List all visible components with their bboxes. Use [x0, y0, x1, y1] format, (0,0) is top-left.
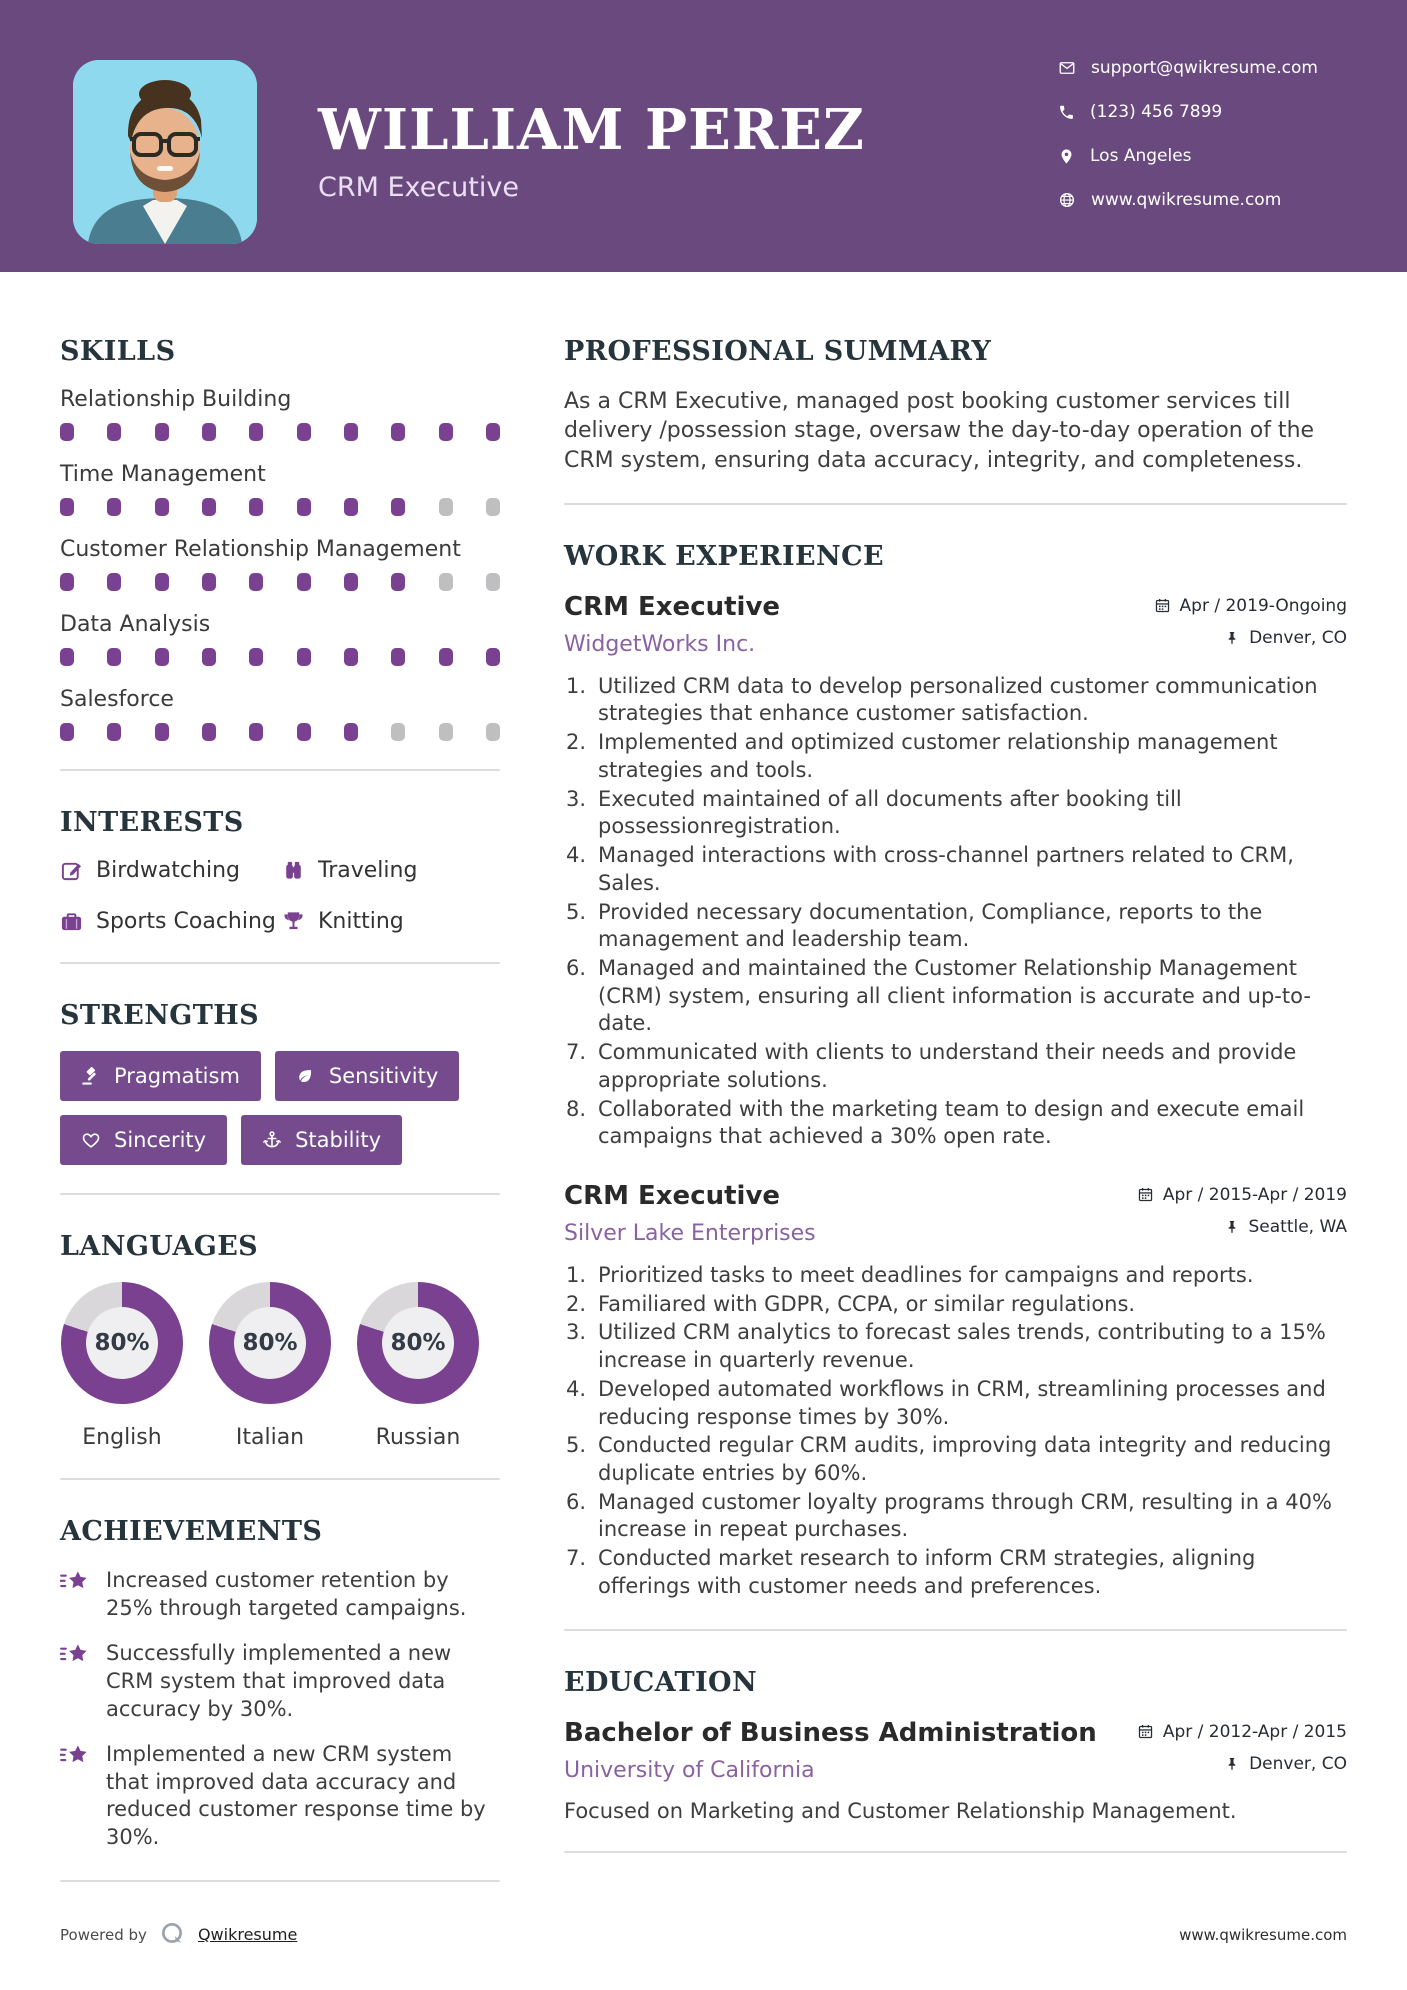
job-title-block	[564, 1181, 816, 1246]
job-dates-text: Apr / 2019-Ongoing	[1179, 595, 1347, 616]
language-label: English	[82, 1425, 162, 1450]
achievements-list	[60, 1567, 500, 1852]
interest-label: Sports Coaching	[96, 909, 276, 934]
skill-dot-filled	[297, 498, 311, 516]
languages-heading: LANGUAGES	[60, 1231, 259, 1262]
candidate-name: WILLIAM PEREZ	[318, 97, 865, 163]
achievement-item	[60, 1567, 500, 1623]
job-bullet: Utilized CRM analytics to forecast sales trends, contributing to a 15% increase in quarterly revenue.	[598, 1320, 1326, 1373]
skill-dot-filled	[60, 573, 74, 591]
skill-dot-filled	[107, 573, 121, 591]
skill-dot-filled	[297, 723, 311, 741]
skill-dot-filled	[249, 423, 263, 441]
job-bullet: Implemented and optimized customer relationship management strategies and tools.	[598, 730, 1278, 782]
achievement-text: Implemented a new CRM system that improved data accuracy and reduced customer response time by 30%.	[106, 1741, 486, 1850]
interest-item	[60, 909, 282, 934]
job-header	[564, 592, 1347, 657]
job-bullet: Conducted regular CRM audits, improving data integrity and reducing duplicate entries by 60%.	[598, 1433, 1332, 1485]
powered-by-block	[60, 1921, 297, 1948]
skill-dot-filled	[391, 648, 405, 666]
section-divider	[60, 1880, 500, 1882]
job-bullet: Prioritized tasks to meet deadlines for campaigns and reports.	[598, 1262, 1254, 1287]
skill-row	[60, 387, 500, 441]
skill-dot-filled	[344, 573, 358, 591]
contact-phone-text: (123) 456 7899	[1090, 102, 1223, 122]
skill-row	[60, 537, 500, 591]
skill-dot-empty	[486, 723, 500, 741]
skill-dot-filled	[344, 423, 358, 441]
skill-dot-filled	[249, 573, 263, 591]
strength-badge	[60, 1115, 227, 1165]
skill-dot-filled	[202, 723, 216, 741]
job-bullet: Provided necessary documentation, Compliance, reports to the management and leadership team.	[598, 899, 1263, 952]
skill-dot-filled	[486, 423, 500, 441]
shooting-star-icon	[60, 1569, 90, 1595]
education-dates	[1137, 1722, 1347, 1742]
skill-dot-filled	[202, 423, 216, 441]
pushpin-icon	[1224, 630, 1240, 646]
strength-label: Stability	[295, 1128, 382, 1152]
skill-dot-filled	[439, 423, 453, 441]
job-bullet: Executed maintained of all documents after booking till possessionregistration.	[598, 786, 1182, 839]
email-icon	[1058, 59, 1076, 77]
globe-icon	[1058, 191, 1076, 209]
achievement-item	[60, 1640, 500, 1724]
contact-location-text: Los Angeles	[1090, 146, 1192, 166]
section-divider	[60, 962, 500, 964]
skill-dot-filled	[107, 423, 121, 441]
skill-row	[60, 687, 500, 741]
summary-heading: PROFESSIONAL SUMMARY	[564, 336, 992, 367]
education-note: Focused on Marketing and Customer Relationship Management.	[564, 1798, 1237, 1823]
section-divider	[564, 1851, 1347, 1853]
job-entry	[564, 1181, 1347, 1601]
skill-rating	[60, 423, 500, 441]
skill-dot-filled	[107, 498, 121, 516]
skill-dot-filled	[249, 648, 263, 666]
job-bullet: Developed automated workflows in CRM, streamlining processes and reducing response times by 30%.	[598, 1376, 1326, 1429]
job-bullet-list	[564, 673, 1347, 1151]
skills-list	[60, 387, 500, 741]
skill-dot-filled	[202, 648, 216, 666]
language-item	[356, 1282, 480, 1450]
content-area	[0, 272, 1407, 1889]
skill-dot-empty	[439, 723, 453, 741]
language-label: Russian	[375, 1425, 461, 1450]
skill-rating	[60, 648, 500, 666]
language-percent: 80%	[234, 1307, 306, 1379]
skill-dot-filled	[391, 498, 405, 516]
job-location	[1224, 1217, 1348, 1237]
skill-row	[60, 612, 500, 666]
education-dates-text: Apr / 2012-Apr / 2015	[1162, 1721, 1347, 1742]
job-bullet: Managed customer loyalty programs through CRM, resulting in a 40% increase in repeat purchases.	[598, 1489, 1332, 1542]
education-title-block	[564, 1718, 1097, 1783]
skill-dot-filled	[439, 648, 453, 666]
contact-list	[1058, 58, 1318, 210]
section-divider	[564, 503, 1347, 505]
qwikresume-link[interactable]: Qwikresume	[197, 1925, 298, 1944]
language-label: Italian	[235, 1425, 305, 1450]
language-donut-chart	[61, 1282, 183, 1404]
job-meta	[1137, 1181, 1347, 1237]
language-item	[60, 1282, 184, 1450]
calendar-icon	[1137, 1723, 1154, 1740]
profile-photo	[73, 60, 257, 244]
section-divider	[564, 1629, 1347, 1631]
section-divider	[60, 1193, 500, 1195]
education-entry	[564, 1718, 1347, 1823]
skill-label: Data Analysis	[60, 612, 211, 637]
skill-dot-empty	[486, 498, 500, 516]
skill-dot-filled	[297, 648, 311, 666]
education-location	[1224, 1754, 1347, 1774]
strength-label: Sincerity	[114, 1128, 207, 1152]
strength-badge	[275, 1051, 459, 1101]
main-column	[564, 336, 1347, 1889]
skill-rating	[60, 573, 500, 591]
skill-dot-filled	[344, 723, 358, 741]
job-meta	[1154, 592, 1347, 648]
job-bullet: Utilized CRM data to develop personalized customer communication strategies that enhance customer satisfaction.	[598, 673, 1318, 726]
interest-item	[60, 858, 282, 883]
skill-dot-filled	[297, 573, 311, 591]
skill-dot-empty	[439, 573, 453, 591]
skill-label: Customer Relationship Management	[60, 537, 461, 562]
strength-label: Pragmatism	[114, 1064, 240, 1088]
contact-location	[1058, 146, 1318, 166]
candidate-title: CRM Executive	[318, 172, 519, 203]
briefcase-icon	[60, 910, 83, 933]
skill-dot-filled	[155, 723, 169, 741]
leaf-icon	[296, 1066, 316, 1086]
contact-website-text: www.qwikresume.com	[1091, 190, 1282, 210]
strengths-heading: STRENGTHS	[60, 1000, 260, 1031]
contact-email-text: support@qwikresume.com	[1091, 58, 1318, 78]
skill-dot-empty	[486, 573, 500, 591]
phone-icon	[1058, 104, 1075, 121]
languages-list	[60, 1282, 500, 1450]
language-donut-chart	[209, 1282, 331, 1404]
interest-label: Traveling	[318, 858, 418, 883]
skill-dot-filled	[107, 648, 121, 666]
interests-heading: INTERESTS	[60, 807, 244, 838]
interest-label: Knitting	[318, 909, 404, 934]
skill-rating	[60, 723, 500, 741]
skill-dot-filled	[249, 498, 263, 516]
binoculars-icon	[282, 859, 305, 882]
achievement-item	[60, 1741, 500, 1853]
skill-dot-filled	[391, 423, 405, 441]
strength-badge	[60, 1051, 261, 1101]
language-donut-chart	[357, 1282, 479, 1404]
skill-dot-filled	[155, 423, 169, 441]
trophy-icon	[282, 910, 305, 933]
job-bullet: Familiared with GDPR, CCPA, or similar regulations.	[598, 1291, 1136, 1316]
summary-text: As a CRM Executive, managed post booking customer services till delivery /possession stage, oversaw the day-to-day operation of the CRM system, ensuring data accuracy, integrity, and completeness.	[564, 389, 1315, 473]
job-title-block	[564, 592, 780, 657]
skill-dot-filled	[155, 498, 169, 516]
anchor-icon	[262, 1130, 282, 1150]
qwikresume-logo-icon	[159, 1921, 186, 1948]
job-location-text: Denver, CO	[1249, 627, 1347, 648]
job-bullet: Managed and maintained the Customer Relationship Management (CRM) system, ensuring all client information is accurate and up-to-date.	[598, 955, 1311, 1036]
skill-label: Salesforce	[60, 687, 174, 712]
education-header	[564, 1718, 1347, 1783]
skill-dot-filled	[344, 648, 358, 666]
skill-dot-filled	[202, 573, 216, 591]
job-dates	[1137, 1185, 1347, 1205]
skill-dot-filled	[297, 423, 311, 441]
language-percent: 80%	[86, 1307, 158, 1379]
skill-dot-filled	[391, 573, 405, 591]
job-dates-text: Apr / 2015-Apr / 2019	[1162, 1184, 1347, 1205]
job-dates	[1154, 596, 1347, 616]
pushpin-icon	[1224, 1756, 1240, 1772]
skill-row	[60, 462, 500, 516]
skill-dot-filled	[155, 573, 169, 591]
skill-dot-filled	[344, 498, 358, 516]
job-bullet: Conducted market research to inform CRM strategies, aligning offerings with customer needs and preferences.	[598, 1546, 1256, 1598]
skill-dot-filled	[60, 723, 74, 741]
job-title: CRM Executive	[564, 1180, 781, 1211]
education-meta	[1137, 1718, 1347, 1774]
job-company: Silver Lake Enterprises	[564, 1220, 816, 1246]
achievement-text: Increased customer retention by 25% through targeted campaigns.	[106, 1568, 467, 1620]
section-divider	[60, 769, 500, 771]
sidebar-column	[60, 336, 500, 1889]
achievement-text: Successfully implemented a new CRM system that improved data accuracy by 30%.	[106, 1640, 452, 1721]
education-location-text: Denver, CO	[1249, 1753, 1347, 1774]
header-banner	[0, 0, 1407, 272]
skill-dot-filled	[486, 648, 500, 666]
interest-label: Birdwatching	[96, 858, 240, 883]
shooting-star-icon	[60, 1642, 90, 1668]
skills-heading: SKILLS	[60, 336, 176, 367]
job-location	[1224, 628, 1347, 648]
strength-label: Sensitivity	[328, 1064, 439, 1088]
powered-by-text: Powered by	[60, 1925, 147, 1944]
work-experience-heading: WORK EXPERIENCE	[564, 540, 884, 572]
calendar-icon	[1137, 1186, 1154, 1203]
heart-icon	[81, 1130, 101, 1150]
job-location-text: Seattle, WA	[1248, 1216, 1347, 1237]
contact-website[interactable]	[1058, 190, 1318, 210]
skill-dot-filled	[60, 498, 74, 516]
interests-list	[60, 858, 500, 934]
achievements-heading: ACHIEVEMENTS	[60, 1516, 323, 1547]
contact-phone[interactable]	[1058, 102, 1318, 122]
shooting-star-icon	[60, 1743, 90, 1769]
skill-dot-empty	[391, 723, 405, 741]
pushpin-icon	[1224, 1219, 1240, 1235]
contact-email[interactable]	[1058, 58, 1318, 78]
skill-rating	[60, 498, 500, 516]
education-degree: Bachelor of Business Administration	[564, 1717, 1097, 1748]
skill-label: Relationship Building	[60, 387, 292, 412]
job-bullet: Communicated with clients to understand their needs and provide appropriate solutions.	[598, 1040, 1297, 1092]
page-footer	[60, 1921, 1347, 1948]
skill-dot-empty	[439, 498, 453, 516]
language-percent: 80%	[382, 1307, 454, 1379]
skill-dot-filled	[60, 648, 74, 666]
education-heading: EDUCATION	[564, 1666, 758, 1698]
skill-dot-filled	[202, 498, 216, 516]
pencil-square-icon	[60, 859, 83, 882]
job-entry	[564, 592, 1347, 1151]
skill-dot-filled	[60, 423, 74, 441]
skill-dot-filled	[107, 723, 121, 741]
skill-dot-filled	[155, 648, 169, 666]
strength-badge	[241, 1115, 402, 1165]
job-bullet-list	[564, 1262, 1347, 1601]
calendar-icon	[1154, 597, 1171, 614]
section-divider	[60, 1478, 500, 1480]
job-bullet: Collaborated with the marketing team to design and execute email campaigns that achieved a 30% open rate.	[598, 1096, 1305, 1149]
identity-block	[318, 97, 865, 203]
skill-dot-filled	[249, 723, 263, 741]
location-icon	[1058, 148, 1075, 165]
gavel-icon	[81, 1066, 101, 1086]
job-bullet: Managed interactions with cross-channel partners related to CRM, Sales.	[598, 843, 1294, 895]
job-header	[564, 1181, 1347, 1246]
job-title: CRM Executive	[564, 591, 781, 622]
interest-item	[282, 909, 500, 934]
language-item	[208, 1282, 332, 1450]
job-company: WidgetWorks Inc.	[564, 631, 756, 657]
skill-label: Time Management	[60, 462, 266, 487]
footer-site-url[interactable]: www.qwikresume.com	[1179, 1925, 1347, 1944]
strengths-list	[60, 1051, 500, 1165]
profile-photo-illustration	[73, 60, 257, 244]
interest-item	[282, 858, 500, 883]
education-school: University of California	[564, 1757, 815, 1783]
